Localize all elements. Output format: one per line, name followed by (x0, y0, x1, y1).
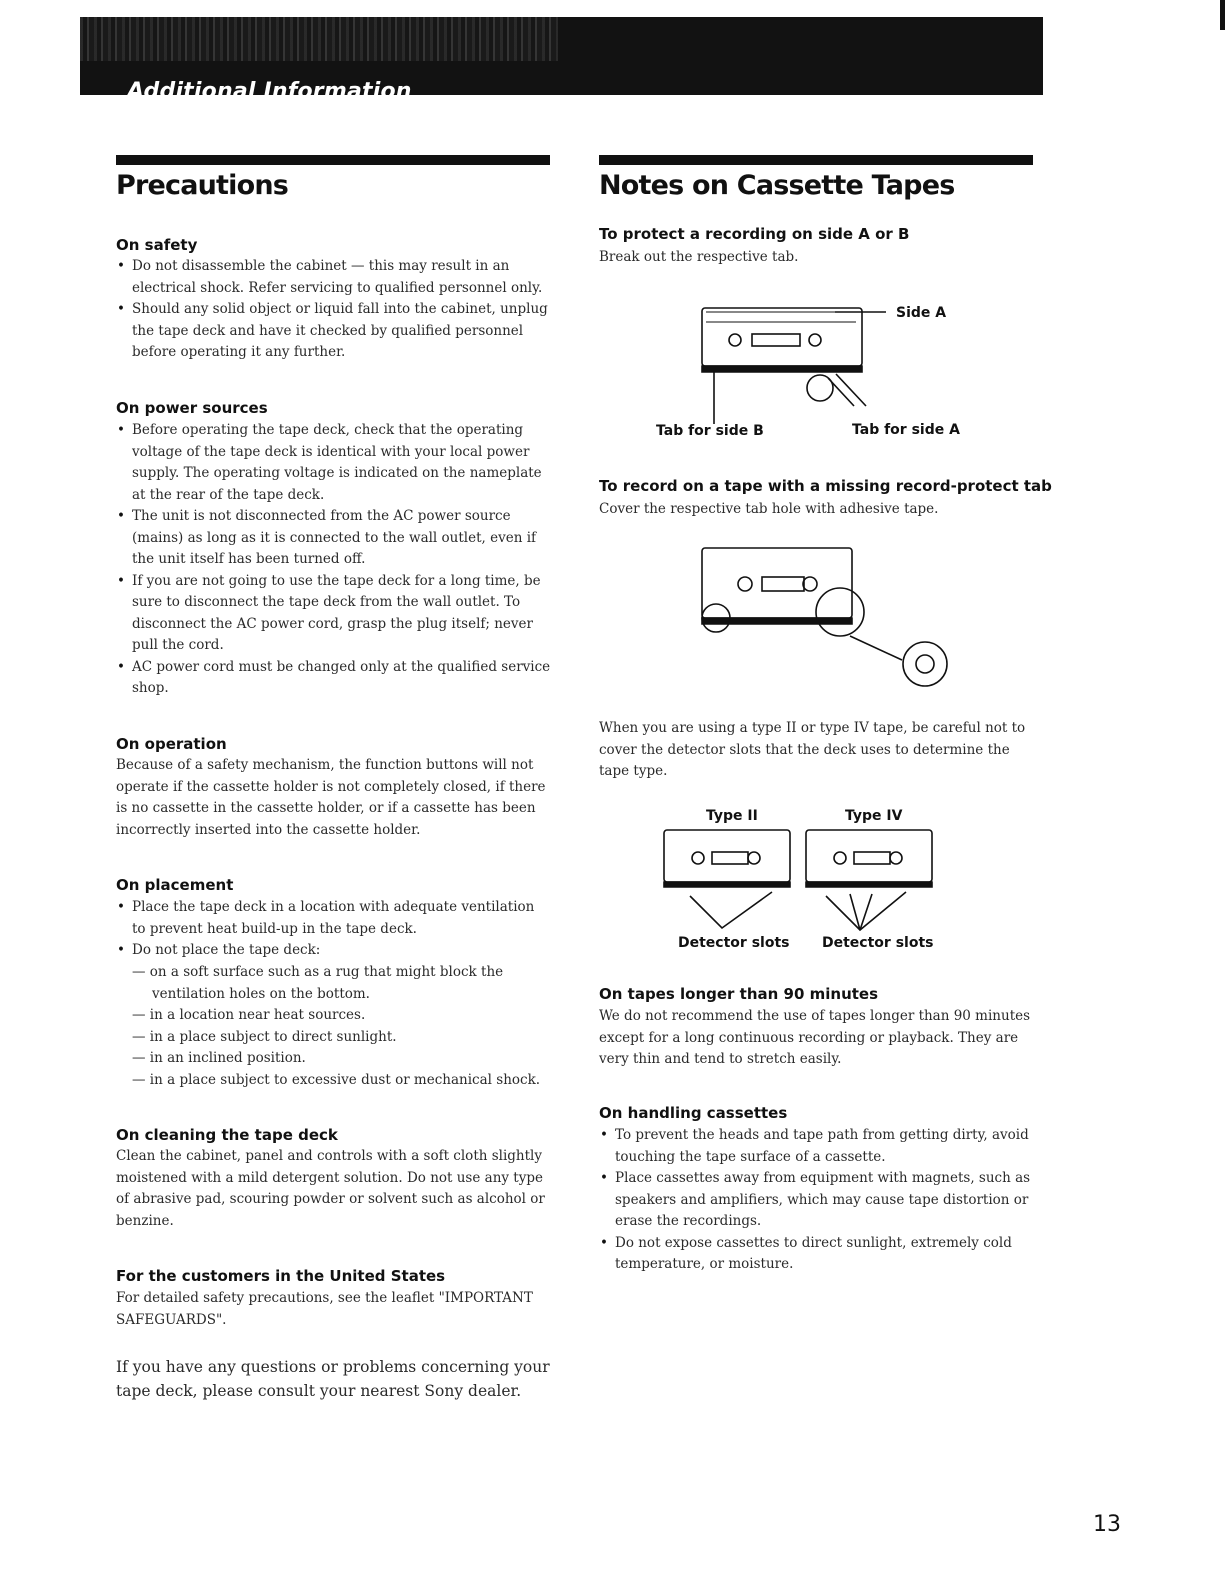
page-number: 13 (1093, 1512, 1121, 1537)
reel-hole (890, 852, 902, 864)
header-banner (80, 17, 1043, 104)
tab-b-label: Tab for side B (656, 423, 764, 439)
cassette-bottom-edge (702, 366, 862, 372)
cassette-body (702, 308, 862, 366)
reel-hole (834, 852, 846, 864)
window (854, 852, 890, 864)
detector-label-left: Detector slots (678, 935, 790, 951)
type2-detector-arrows (690, 892, 772, 928)
list-item: • If you are not going to use the tape deck for a long time, be sure to disconnect the tape deck from the wall outlet. To disconnect the AC power cord, grasp the plug itself; never pull the cord. (116, 571, 551, 657)
cassette-notes-title: Notes on Cassette Tapes (599, 170, 955, 201)
list-item: • To prevent the heads and tape path from getting dirty, avoid touching the tape surface of a cassette. (599, 1125, 1037, 1168)
reel-hole-right (803, 577, 817, 591)
placement-list (116, 897, 551, 962)
window (762, 577, 804, 591)
cleaning-text: Clean the cabinet, panel and controls with a soft cloth slightly moistened with a mild detergent solution. Do not use any type of abrasive pad, scouring powder or solvent such as alcohol or benzine. (116, 1148, 545, 1229)
protect-tab-diagram (640, 290, 980, 450)
screwdriver-edge (836, 374, 866, 406)
list-item: — in an inclined position. (132, 1048, 551, 1070)
reel-hole-left (738, 577, 752, 591)
protect-text: Break out the respective tab. (599, 249, 799, 265)
adhesive-tape-diagram (690, 540, 970, 700)
us-customers-text: For detailed safety precautions, see the leaflet "IMPORTANT SAFEGUARDS". (116, 1290, 533, 1328)
list-item: • Do not place the tape deck: (116, 940, 551, 962)
protect-heading: To protect a recording on side A or B (599, 225, 910, 243)
cassette-top-edge (706, 312, 856, 322)
reel-hole (692, 852, 704, 864)
on-safety-list (116, 256, 551, 364)
cassette-bottom-edge (664, 882, 790, 887)
cassette-bottom-edge (702, 618, 852, 624)
us-customers-heading: For the customers in the United States (116, 1267, 446, 1285)
list-item: • Should any solid object or liquid fall into the cabinet, unplug the tape deck and have it checked by qualified personnel before operating it any further. (116, 299, 551, 364)
reel-hole (748, 852, 760, 864)
type-note: When you are using a type II or type IV tape, be careful not to cover the detector slots that the deck uses to determine the tape type. (599, 720, 1026, 779)
list-item: — in a location near heat sources. (132, 1005, 551, 1027)
list-item: — in a place subject to excessive dust or mechanical shock. (132, 1070, 551, 1092)
tape-roll-outer (903, 642, 947, 686)
on-safety-heading: On safety (116, 236, 198, 254)
cleaning-heading: On cleaning the tape deck (116, 1126, 338, 1144)
list-item: — on a soft surface such as a rug that might block the ventilation holes on the bottom. (132, 962, 551, 1005)
long-tapes-text: We do not recommend the use of tapes longer than 90 minutes except for a long continuous recording or playback. They are very thin and tend to stretch easily. (599, 1008, 1031, 1067)
closing-note: If you have any questions or problems concerning your tape deck, please consult your nearest Sony dealer. (116, 1358, 550, 1400)
reel-hole-right (809, 334, 821, 346)
type2-cassette (664, 830, 790, 882)
tab-hole-circle-right (816, 588, 864, 636)
record-text: Cover the respective tab hole with adhesive tape. (599, 501, 939, 517)
record-heading: To record on a tape with a missing record-protect tab (599, 477, 1052, 495)
window (712, 852, 748, 864)
tape-strip (850, 636, 902, 660)
tab-a-label: Tab for side A (852, 422, 960, 438)
detector-label-right: Detector slots (822, 935, 934, 951)
list-item: • Place the tape deck in a location with adequate ventilation to prevent heat build-up in the tape deck. (116, 897, 551, 940)
cassette-bottom-edge (806, 882, 932, 887)
side-a-label: Side A (896, 305, 947, 321)
operation-text: Because of a safety mechanism, the function buttons will not operate if the cassette holder is not completely closed, if there is no cassette in the cassette holder, or if a cassette has been incorrectly inserted into the cassette holder. (116, 757, 546, 838)
list-item: — in a place subject to direct sunlight. (132, 1027, 551, 1049)
list-item: • Do not disassemble the cabinet — this may result in an electrical shock. Refer servicing to qualified personnel only. (116, 256, 551, 299)
right-title-rule (599, 155, 1033, 165)
banner-title: Additional Information (127, 79, 412, 104)
detector-slots-diagram (650, 800, 960, 955)
placement-dash-list (132, 962, 551, 1091)
banner-texture (80, 17, 558, 61)
type4-cassette (806, 830, 932, 882)
list-item: • Do not expose cassettes to direct sunlight, extremely cold temperature, or moisture. (599, 1233, 1037, 1276)
list-item: • AC power cord must be changed only at the qualified service shop. (116, 657, 551, 700)
power-sources-heading: On power sources (116, 399, 268, 417)
left-title-rule (116, 155, 550, 165)
handling-heading: On handling cassettes (599, 1104, 788, 1122)
window (752, 334, 800, 346)
power-sources-list (116, 420, 551, 700)
operation-heading: On operation (116, 735, 227, 753)
list-item: • Before operating the tape deck, check that the operating voltage of the tape deck is identical with your local power supply. The operating voltage is indicated on the nameplate at the rear of the tape deck. (116, 420, 551, 506)
list-item: • Place cassettes away from equipment with magnets, such as speakers and amplifiers, which may cause tape distortion or erase the recordings. (599, 1168, 1037, 1233)
handling-list (599, 1125, 1037, 1276)
type4-label: Type IV (845, 808, 903, 824)
long-tapes-heading: On tapes longer than 90 minutes (599, 985, 879, 1003)
reel-hole-left (729, 334, 741, 346)
type2-label: Type II (706, 808, 758, 824)
list-item: • The unit is not disconnected from the AC power source (mains) as long as it is connected to the wall outlet, even if the unit itself has been turned off. (116, 506, 551, 571)
tape-roll-inner (916, 655, 934, 673)
placement-heading: On placement (116, 876, 234, 894)
precautions-title: Precautions (116, 170, 289, 201)
crop-mark (1220, 0, 1225, 30)
